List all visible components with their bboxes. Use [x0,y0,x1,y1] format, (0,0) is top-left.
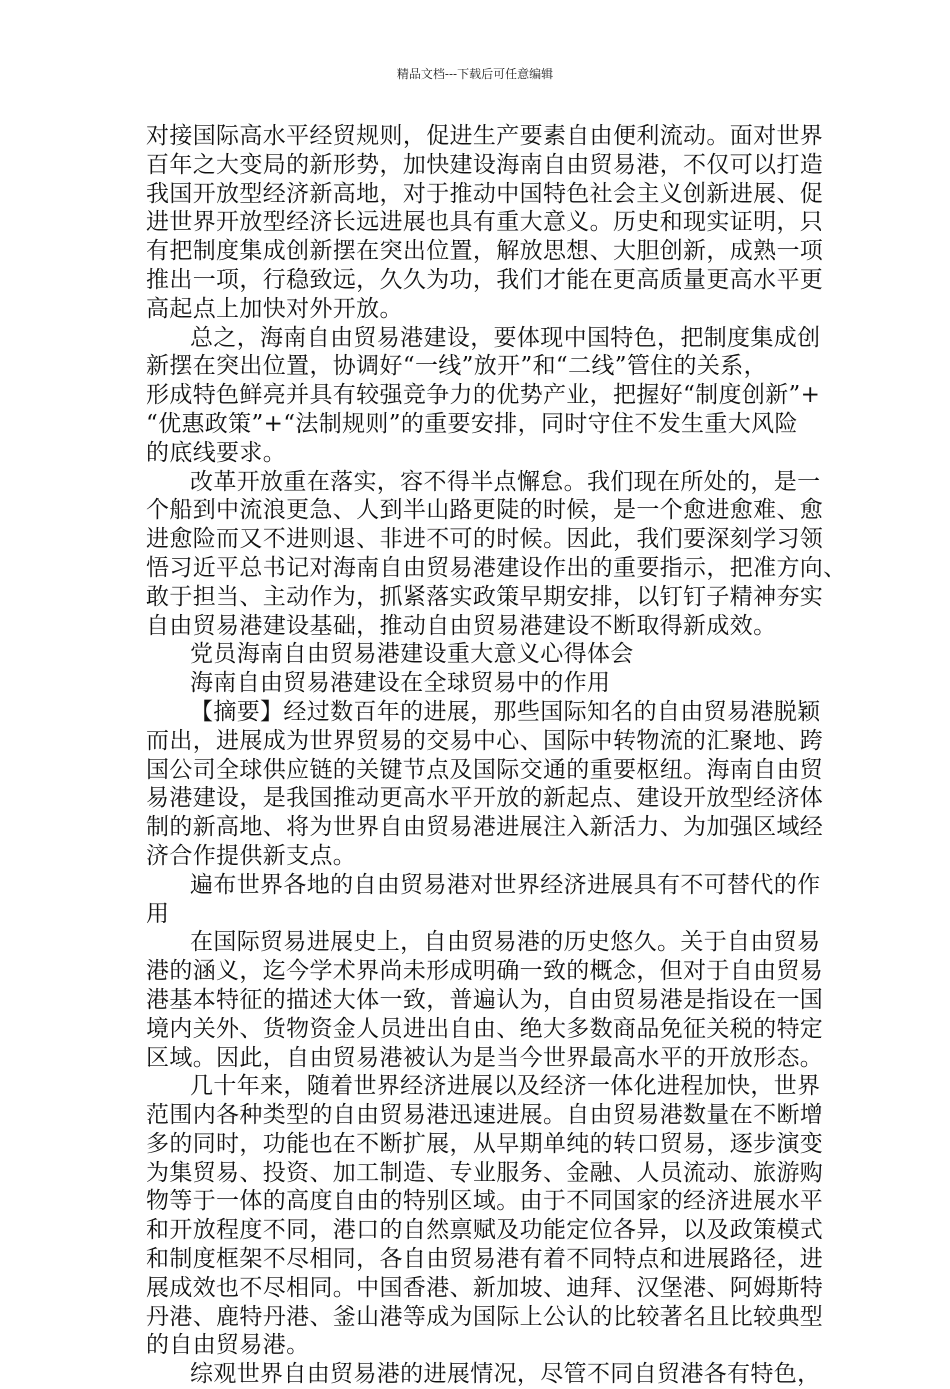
text-line: 多的同时，功能也在不断扩展，从早期单纯的转口贸易，逐步演变 [146,1130,824,1157]
text-line: 敢于担当、主动作为，抓紧落实政策早期安排，以钉钉子精神夯实 [146,583,824,610]
text-line: 遍布世界各地的自由贸易港对世界经济进展具有不可替代的作 [190,871,821,898]
text-line: 国公司全球供应链的关键节点及国际交通的重要枢纽。海南自由贸 [146,756,824,783]
text-line: 我国开放型经济新高地，对于推动中国特色社会主义创新进展、促 [146,180,824,207]
text-line: 和制度框架不尽相同，各自由贸易港有着不同特点和进展路径，进 [146,1246,824,1273]
text-line: 综观世界自由贸易港的进展情况，尽管不同自贸港各有特色， [190,1361,821,1388]
text-line: 区域。因此，自由贸易港被认为是当今世界最高水平的开放形态。 [146,1044,824,1071]
text-line: 制的新高地、将为世界自由贸易港进展注入新活力、为加强区域经 [146,814,824,841]
text-line: 在国际贸易进展史上，自由贸易港的历史悠久。关于自由贸易 [190,929,821,956]
text-line: 进世界开放型经济长远进展也具有重大意义。历史和现实证明，只 [146,209,824,236]
text-line: 改革开放重在落实，容不得半点懈怠。我们现在所处的，是一 [190,468,821,495]
text-line: 用 [146,900,170,927]
text-line: 范围内各种类型的自由贸易港迅速进展。自由贸易港数量在不断增 [146,1102,824,1129]
text-line: 几十年来，随着世界经济进展以及经济一体化进程加快，世界 [190,1073,821,1100]
text-line: 有把制度集成创新摆在突出位置，解放思想、大胆创新，成熟一项 [146,238,824,265]
text-line: 进愈险而又不进则退、非进不可的时候。因此，我们要深刻学习领 [146,526,824,553]
text-line: 新摆在突出位置，协调好“一线”放开”和“二线”管住的关系， [146,353,767,380]
text-line: 港基本特征的描述大体一致，普遍认为，自由贸易港是指设在一国 [146,986,824,1013]
text-line: 高起点上加快对外开放。 [146,295,403,322]
text-line: 而出，进展成为世界贸易的交易中心、国际中转物流的汇聚地、跨 [146,727,824,754]
document-body [146,122,847,1389]
text-line: 和开放程度不同，港口的自然禀赋及功能定位各异，以及政策模式 [146,1217,824,1244]
text-line: “优惠政策”+“法制规则”的重要安排，同时守住不发生重大风险 [146,410,798,437]
text-line: 展成效也不尽相同。中国香港、新加坡、迪拜、汉堡港、阿姆斯特 [146,1274,824,1301]
text-line: 济合作提供新支点。 [146,842,357,869]
text-line: 易港建设，是我国推动更高水平开放的新起点、建设开放型经济体 [146,785,824,812]
text-line: 的自由贸易港。 [146,1332,310,1359]
text-line: 海南自由贸易港建设在全球贸易中的作用 [190,670,611,697]
text-line: 百年之大变局的新形势，加快建设海南自由贸易港，不仅可以打造 [146,151,824,178]
text-line: 推出一项，行稳致远，久久为功，我们才能在更高质量更高水平更 [146,266,824,293]
text-line: 党员海南自由贸易港建设重大意义心得体会 [190,641,634,668]
text-line: 对接国际高水平经贸规则，促进生产要素自由便利流动。面对世界 [146,123,824,149]
page-header: 精品文档---下载后可任意编辑 [396,67,554,81]
text-line: 物等于一体的高度自由的特别区域。由于不同国家的经济进展水平 [146,1188,824,1215]
text-line: 丹港、鹿特丹港、釜山港等成为国际上公认的比较著名且比较典型 [146,1303,824,1330]
text-line: 形成特色鲜亮并具有较强竞争力的优势产业，把握好“制度创新”+ [146,382,821,409]
text-line: 自由贸易港建设基础，推动自由贸易港建设不断取得新成效。 [146,612,777,639]
text-line: 的底线要求。 [146,439,287,466]
text-line: 总之，海南自由贸易港建设，要体现中国特色，把制度集成创 [190,324,821,351]
text-line: 境内关外、货物资金人员进出自由、绝大多数商品免征关税的特定 [146,1015,824,1042]
text-line: 为集贸易、投资、加工制造、专业服务、金融、人员流动、旅游购 [146,1159,824,1186]
text-line: 港的涵义，迄今学术界尚未形成明确一致的概念，但对于自由贸易 [146,958,824,985]
text-line: 【摘要】经过数百年的进展，那些国际知名的自由贸易港脱颖 [190,698,821,725]
text-line: 悟习近平总书记对海南自由贸易港建设作出的重要指示，把准方向、 [146,554,847,581]
text-line: 个船到中流浪更急、人到半山路更陡的时候，是一个愈进愈难、愈 [146,497,824,524]
